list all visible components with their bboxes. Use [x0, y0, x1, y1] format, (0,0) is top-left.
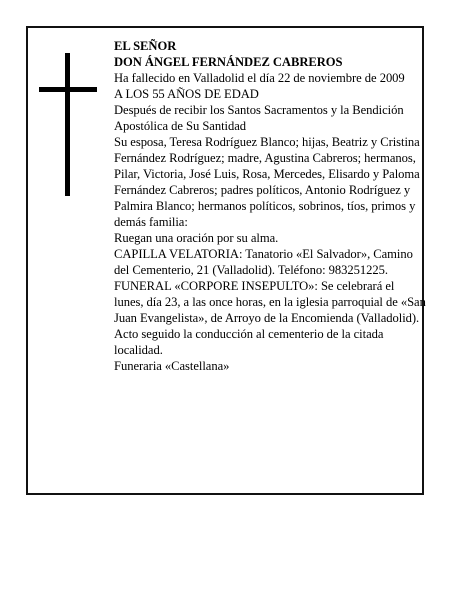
age-line: A LOS 55 AÑOS DE EDAD — [114, 87, 259, 101]
obituary-text — [114, 38, 426, 374]
cross-vertical-bar — [65, 53, 70, 196]
funeral-details: FUNERAL «CORPORE INSEPULTO»: Se celebrará el lunes, día 23, a las once horas, en la iglesia parroquial de «San Juan Evangelista», de Arroyo de la Encomienda (Valladolid). Acto seguido la conducción al cementerio de la citada localidad. — [114, 279, 426, 357]
prayer-request: Ruegan una oración por su alma. — [114, 231, 279, 245]
notice-title: EL SEÑOR — [114, 39, 177, 53]
sacraments-line: Después de recibir los Santos Sacramentos y la Bendición Apostólica de Su Santidad — [114, 103, 404, 133]
deceased-name: DON ÁNGEL FERNÁNDEZ CABREROS — [114, 55, 343, 69]
chapel-details: CAPILLA VELATORIA: Tanatorio «El Salvador», Camino del Cementerio, 21 (Valladolid). Teléfono: 983251225. — [114, 247, 413, 277]
funeral-home: Funeraria «Castellana» — [114, 359, 230, 373]
family-list: Su esposa, Teresa Rodríguez Blanco; hijas, Beatriz y Cristina Fernández Rodríguez; madre, Agustina Cabreros; hermanos, Pilar, Victoria, José Luis, Rosa, Mercedes, Elisardo y Paloma Fernández Cabreros; padres políticos, Antonio Rodríguez y Palmira Blanco; hermanos políticos, sobrinos, tíos, primos y demás familia: — [114, 135, 420, 229]
death-announcement: Ha fallecido en Valladolid el día 22 de noviembre de 2009 — [114, 71, 405, 85]
cross-horizontal-bar — [39, 87, 97, 92]
